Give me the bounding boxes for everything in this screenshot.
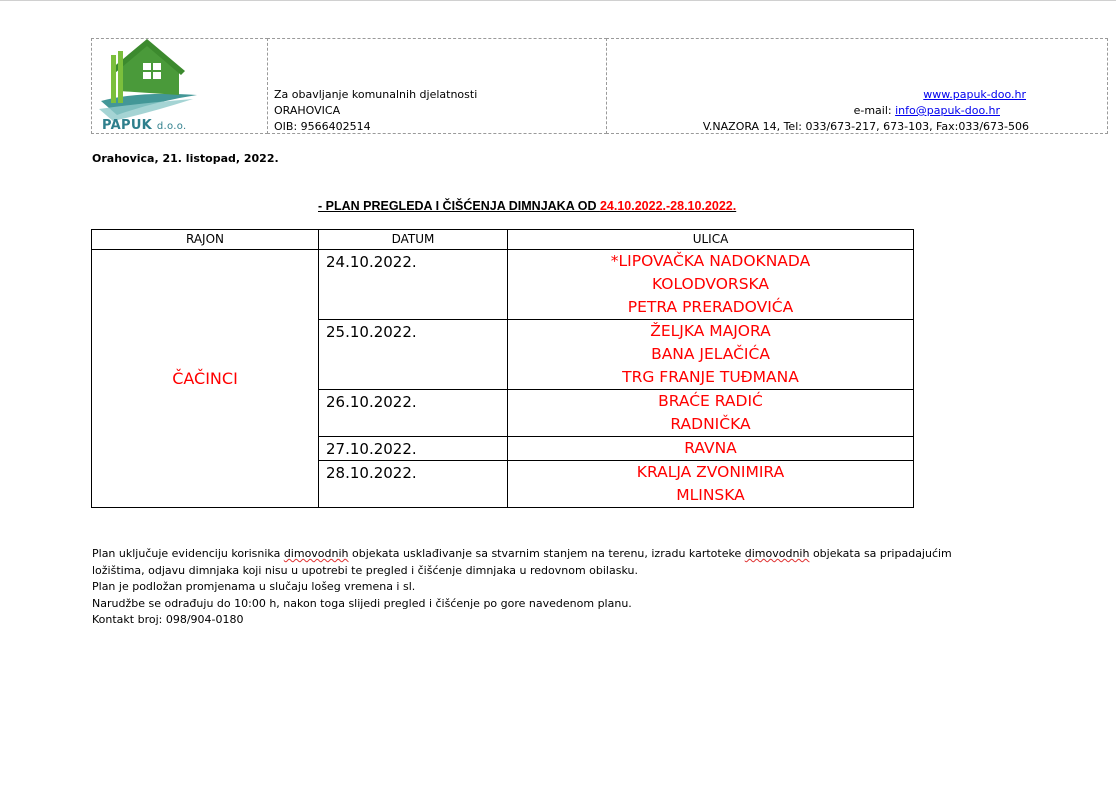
street-name: RADNIČKA — [670, 415, 751, 433]
company-oib: OIB: 9566402514 — [274, 120, 371, 133]
ulica-cell — [508, 390, 914, 437]
street-name: PETRA PRERADOVIĆA — [627, 298, 794, 316]
header-datum: DATUM — [319, 230, 508, 250]
company-address: V.NAZORA 14, Tel: 033/673-217, 673-103, Fax:033/673-506 — [702, 120, 1029, 133]
ulica-cell — [508, 461, 914, 508]
rajon-cell: ČAČINCI — [92, 250, 319, 508]
page-top-border — [0, 0, 1116, 1]
email-link[interactable]: info@papuk-doo.hr — [895, 104, 1000, 117]
datum-cell: 25.10.2022. — [319, 320, 508, 390]
street-name: *LIPOVAČKA NADOKNADA — [610, 252, 811, 270]
ulica-cell — [508, 437, 914, 461]
logo-cell — [91, 38, 268, 134]
company-city: ORAHOVICA — [274, 104, 341, 117]
street-name: TRG FRANJE TUĐMANA — [622, 368, 799, 386]
website-link[interactable]: www.papuk-doo.hr — [923, 88, 1026, 101]
document-date: Orahovica, 21. listopad, 2022. — [92, 152, 279, 165]
header-rajon: RAJON — [92, 230, 319, 250]
datum-cell: 28.10.2022. — [319, 461, 508, 508]
company-info-cell — [267, 38, 607, 134]
email-line: e-mail: info@papuk-doo.hr — [853, 104, 1000, 117]
datum-cell: 26.10.2022. — [319, 390, 508, 437]
table-row — [92, 250, 914, 320]
street-name: BANA JELAČIĆA — [651, 345, 770, 363]
street-name: MLINSKA — [676, 486, 745, 504]
ulica-cell — [508, 320, 914, 390]
note-line: ložištima, odjavu dimnjaka koji nisu u upotrebi te pregled i čišćenje dimnjaka u redovnom obilasku. — [92, 563, 638, 577]
logo-wordmark: PAPUK d.o.o. — [102, 118, 187, 133]
notes-section — [92, 546, 952, 629]
table-header-row — [92, 230, 914, 250]
datum-cell: 27.10.2022. — [319, 437, 508, 461]
ulica-cell — [508, 250, 914, 320]
company-activity: Za obavljanje komunalnih djelatnosti — [274, 88, 478, 101]
title-date-range: 24.10.2022.-28.10.2022. — [599, 199, 737, 213]
contact-number: Kontakt broj: 098/904-0180 — [92, 613, 244, 626]
note-line: Narudžbe se odrađuju do 10:00 h, nakon toga slijedi pregled i čišćenje po gore navedenom planu. — [92, 596, 632, 610]
letterhead — [91, 38, 1108, 134]
street-name: RAVNA — [684, 439, 737, 457]
datum-cell: 24.10.2022. — [319, 250, 508, 320]
street-name: KRALJA ZVONIMIRA — [636, 463, 785, 481]
document-title: - PLAN PREGLEDA I ČIŠĆENJA DIMNJAKA OD 24.10.2022.-28.10.2022. — [318, 199, 737, 213]
street-name: KOLODVORSKA — [651, 275, 770, 293]
schedule-table — [91, 229, 914, 508]
street-name: BRAĆE RADIĆ — [658, 392, 763, 410]
note-line: Plan je podložan promjenama u slučaju lošeg vremena i sl. — [92, 580, 416, 593]
header-ulica: ULICA — [508, 230, 914, 250]
contact-cell — [606, 38, 1108, 134]
note-line: Plan uključuje evidenciju korisnika dimovodnih objekata usklađivanje sa stvarnim stanjem na terenu, izradu kartoteke dimovodnih objekata sa pripadajućim — [92, 547, 952, 560]
street-name: ŽELJKA MAJORA — [650, 322, 771, 340]
